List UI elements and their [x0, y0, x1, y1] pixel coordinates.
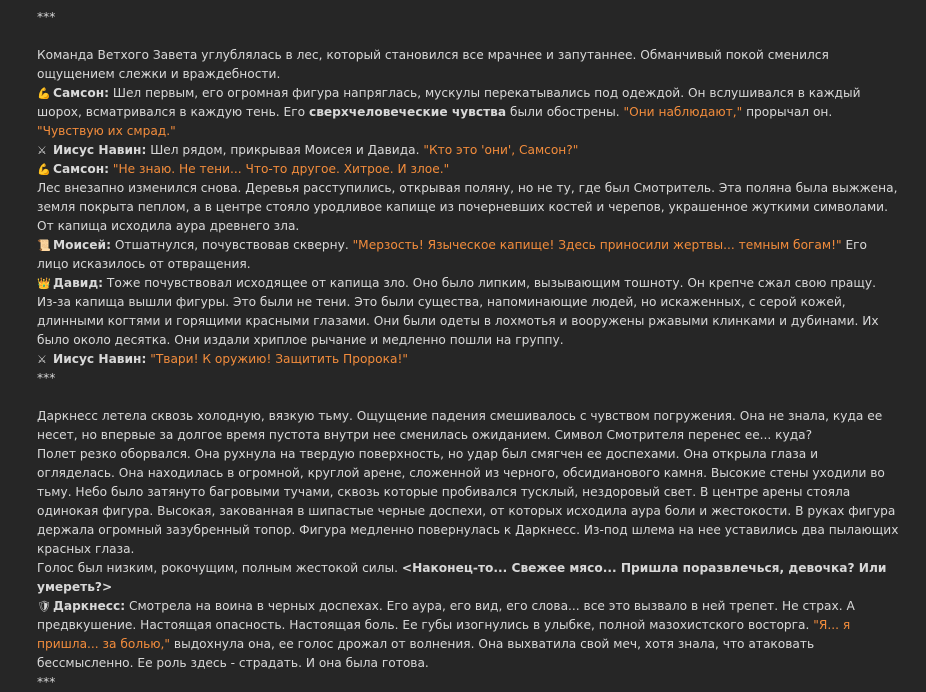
text-run: Его лицо исказилось от отвращения.	[37, 238, 868, 271]
text-run: Шел рядом, прикрывая Моисея и Давида.	[146, 143, 424, 157]
bold-text: Давид:	[53, 276, 104, 290]
quoted-speech: "Они наблюдают,"	[623, 105, 743, 119]
narrative-paragraph	[37, 179, 899, 236]
text-run: ***	[37, 371, 56, 385]
crown-icon: 👑	[37, 277, 51, 290]
text-run: были обострены.	[506, 105, 624, 119]
dialogue-paragraph	[37, 160, 899, 179]
text-run: ***	[37, 10, 56, 24]
text-run: Лес внезапно изменился снова. Деревья расступились, открывая поляну, но не ту, где был Смотритель. Эта поляна была выжжена, земля покрыта пеплом, а в центре стояло уродливое капище из почерневших костей и черепов, украшенное жуткими символами. От капища исходила аура древнего зла.	[37, 181, 898, 233]
bold-text: Даркнесс:	[53, 599, 126, 613]
scroll-icon: 📜	[37, 239, 51, 252]
quoted-speech: "Мерзость! Языческое капище! Здесь приносили жертвы... темным богам!"	[352, 238, 842, 252]
text-run: Тоже почувствовал исходящее от капища зло. Оно было липким, вызывающим тошноту. Он крепче сжал свою пращу.	[103, 276, 876, 290]
bold-text: Иисус Навин:	[53, 352, 147, 366]
crossed-swords-icon: ⚔	[37, 144, 47, 157]
narrative-paragraph	[37, 445, 899, 559]
quoted-speech: "Твари! К оружию! Защитить Пророка!"	[150, 352, 408, 366]
text-run: Шел первым, его огромная фигура напряглась, мускулы перекатывались под одеждой. Он вслушивался в каждый шорох, всматривался в каждую тень. Его	[37, 86, 861, 119]
text-run: выдохнула она, ее голос дрожал от волнения. Она выхватила свой меч, хотя знала, что атаковать бессмысленно. Ее роль здесь - страдать. И она была готова.	[37, 637, 815, 670]
text-run: Из-за капища вышли фигуры. Это были не тени. Это были существа, напоминающие людей, но искаженных, с серой кожей, длинными когтями и горящими красными глазами. Они были одеты в лохмотья и вооружены ржавыми клинками и дубинами. Их было около десятка. Они издали хриплое рычание и медленно пошли на группу.	[37, 295, 879, 347]
quoted-speech: "Не знаю. Не тени... Что-то другое. Хитрое. И злое."	[112, 162, 450, 176]
text-run: Отшатнулся, почувствовав скверну.	[110, 238, 353, 252]
narrative-paragraph	[37, 46, 899, 84]
section-separator	[37, 673, 899, 692]
text-run: Голос был низким, рокочущим, полным жестокой силы.	[37, 561, 402, 575]
dialogue-paragraph	[37, 84, 899, 141]
quoted-speech: "Кто это 'они', Самсон?"	[423, 143, 579, 157]
chat-message-body	[37, 8, 899, 692]
quoted-speech: "Я... я пришла... за болью,"	[37, 618, 851, 651]
section-separator	[37, 8, 899, 27]
bold-text: Самсон:	[53, 86, 110, 100]
dialogue-paragraph	[37, 350, 899, 369]
text-run: Команда Ветхого Завета углублялась в лес, который становился все мрачнее и запутаннее. Обманчивый покой сменился ощущением слежки и враждебности.	[37, 48, 829, 81]
dialogue-paragraph	[37, 141, 899, 160]
text-run: ***	[37, 675, 56, 689]
narrative-paragraph	[37, 293, 899, 350]
text-run: Полет резко оборвался. Она рухнула на твердую поверхность, но удар был смягчен ее доспехами. Она открыла глаза и огляделась. Она находилась в огромной, круглой арене, сложенной из черного, обсидианового камня. Высокие стены уходили во тьму. Небо было затянуто багровыми тучами, сквозь которые пробивался тусклый, нездоровый свет. В центре арены стояла одинокая фигура. Высокая, закованная в шипастые черные доспехи, от которых исходила аура боли и жестокости. В руках фигура держала огромный зазубренный топор. Фигура медленно повернулась к Даркнесс. Из-под шлема на нее уставились два пылающих красных глаза.	[37, 447, 899, 556]
blank-line	[37, 388, 899, 407]
dialogue-paragraph	[37, 236, 899, 274]
crossed-swords-icon: ⚔	[37, 353, 47, 366]
flexed-biceps-icon: 💪	[37, 87, 51, 100]
narrative-paragraph	[37, 559, 899, 597]
bold-text: <Наконец-то... Свежее мясо... Пришла поразвлечься, девочка? Или умереть?>	[37, 561, 887, 594]
flexed-biceps-icon: 💪	[37, 163, 51, 176]
text-run: прорычал он.	[742, 105, 833, 119]
bold-text: Моисей:	[53, 238, 111, 252]
narrative-paragraph	[37, 407, 899, 445]
dialogue-paragraph	[37, 274, 899, 293]
bold-text: Иисус Навин:	[53, 143, 147, 157]
text-run: Даркнесс летела сквозь холодную, вязкую тьму. Ощущение падения смешивалось с чувством погружения. Она не знала, куда ее несет, но впервые за долгое время пустота внутри нее сменилась ожиданием. Символ Смотрителя перенес ее... куда?	[37, 409, 883, 442]
dialogue-paragraph	[37, 597, 899, 673]
blank-line	[37, 27, 899, 46]
bold-text: Самсон:	[53, 162, 110, 176]
bold-text: сверхчеловеческие чувства	[308, 105, 507, 119]
shield-icon: 🛡	[37, 600, 51, 613]
section-separator	[37, 369, 899, 388]
text-run: Смотрела на воина в черных доспехах. Его аура, его вид, его слова... все это вызвало в ней трепет. Не страх. А предвкушение. Настоящая опасность. Настоящая боль. Ее губы изогнулись в улыбке, полной мазохистского восторга.	[37, 599, 855, 632]
quoted-speech: "Чувствую их смрад."	[37, 124, 176, 138]
